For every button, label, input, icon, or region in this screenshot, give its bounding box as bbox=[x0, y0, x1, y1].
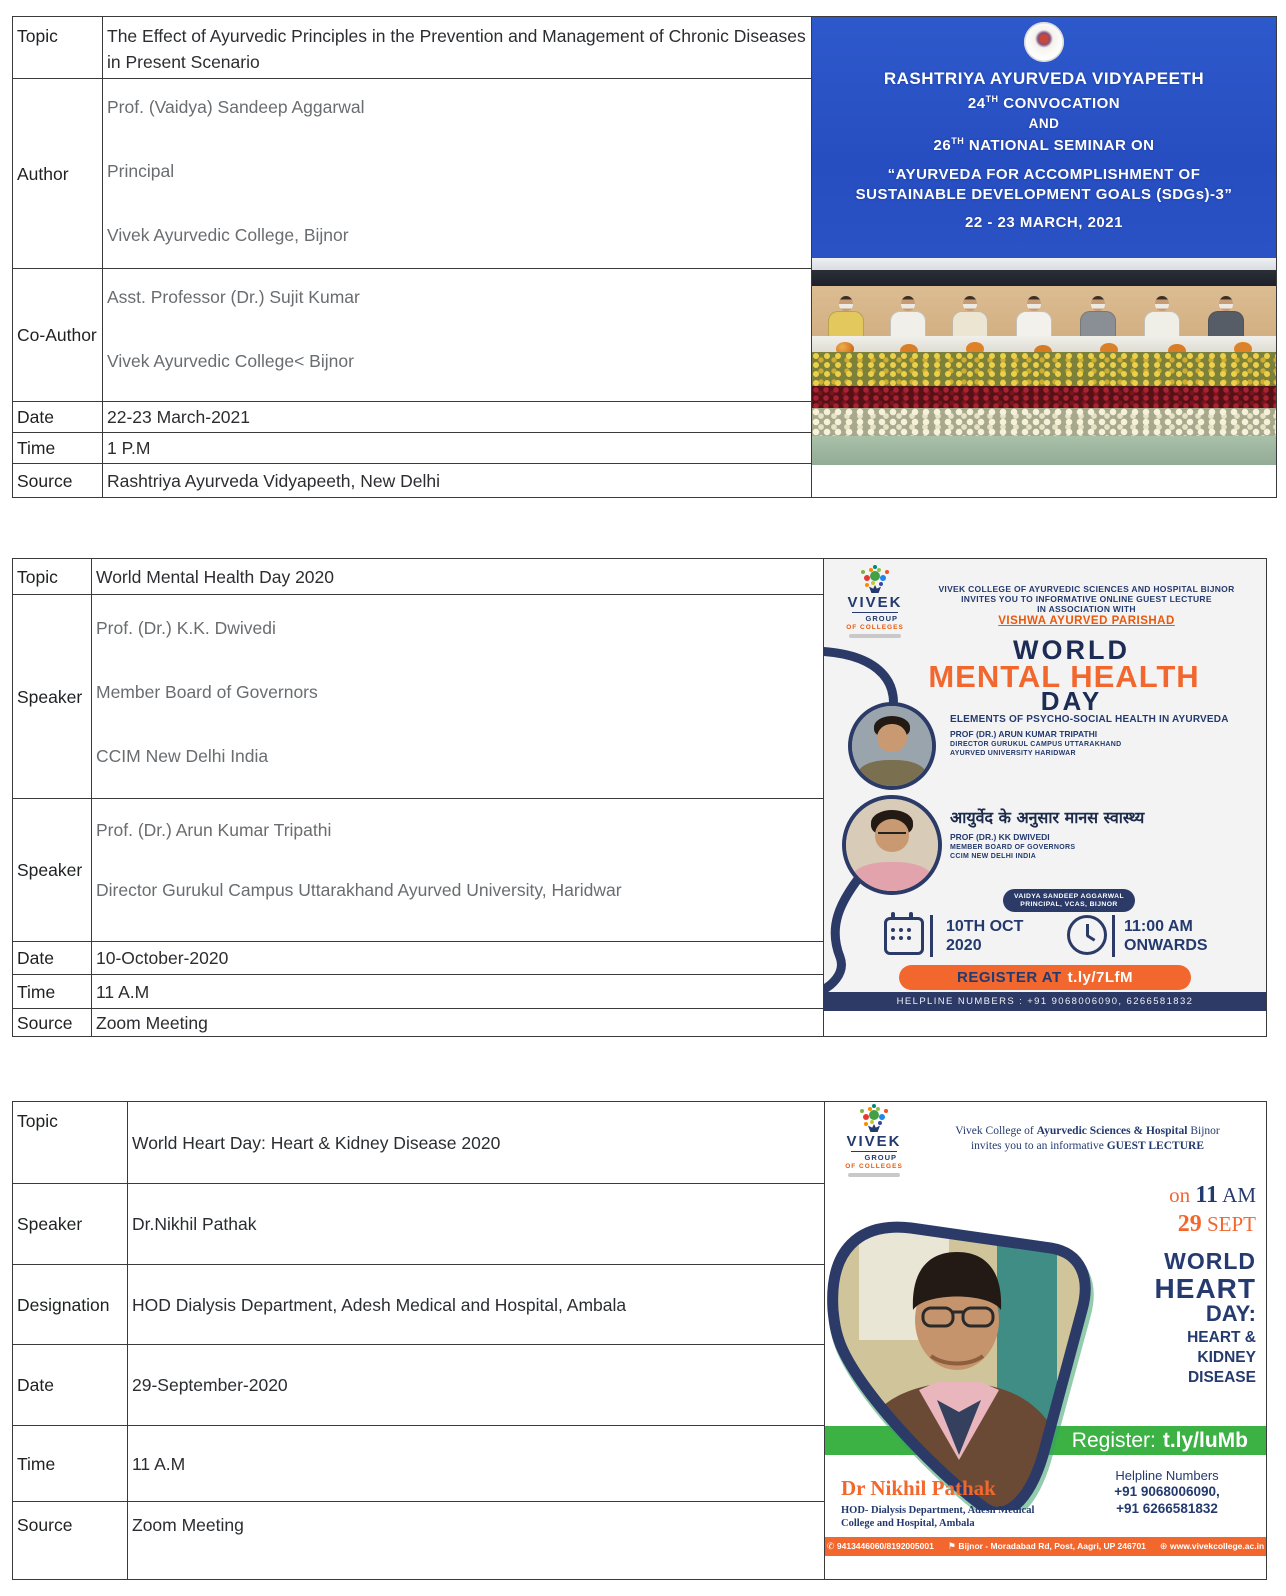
logo-name: VIVEK bbox=[846, 1133, 902, 1150]
t3-designation-value[interactable]: HOD Dialysis Department, Adesh Medical and Hospital, Ambala bbox=[127, 1264, 824, 1344]
poster-1-theme-line-1: “AYURVEDA FOR ACCOMPLISHMENT OF bbox=[887, 166, 1201, 183]
logo-figure-icon bbox=[868, 1124, 880, 1132]
poster-3-invite-text: Vivek College of Ayurvedic Sciences & Hospital Bijnor invites you to an informative GUEST LECTURE bbox=[955, 1125, 1220, 1152]
poster-heart-day bbox=[825, 1102, 1266, 1579]
event-table-1 bbox=[12, 16, 1277, 498]
logo-tree-icon bbox=[869, 1110, 879, 1120]
t1-topic-label[interactable]: Topic bbox=[17, 26, 58, 46]
speaker-photo-pathak bbox=[825, 1160, 1099, 1510]
logo-tree-icon bbox=[870, 571, 880, 581]
t3-time-label[interactable]: Time bbox=[13, 1425, 127, 1501]
logo-group: GROUP bbox=[851, 1151, 897, 1162]
poster-convocation bbox=[812, 17, 1276, 497]
t1-time-label[interactable]: Time bbox=[13, 432, 102, 463]
t2-date-value[interactable]: 10-October-2020 bbox=[91, 941, 823, 974]
t3-source-value[interactable]: Zoom Meeting bbox=[127, 1501, 824, 1579]
t2-source-label[interactable]: Source bbox=[13, 1008, 91, 1036]
t3-topic-value[interactable]: World Heart Day: Heart & Kidney Disease 2020 bbox=[127, 1102, 824, 1183]
poster-2-title-world: WORLD bbox=[1013, 635, 1130, 665]
t1-source-value[interactable]: Rashtriya Ayurveda Vidyapeeth, New Delhi bbox=[102, 463, 811, 497]
separator bbox=[930, 915, 933, 957]
poster-3-cell bbox=[824, 1102, 1266, 1579]
photo-dark-band bbox=[812, 270, 1276, 286]
t3-speaker-value[interactable]: Dr.Nikhil Pathak bbox=[127, 1183, 824, 1264]
t1-author-label[interactable]: Author bbox=[13, 78, 102, 268]
poster-2-invite-text: VIVEK COLLEGE OF AYURVEDIC SCIENCES AND HOSPITAL BIJNOR INVITES YOU TO INFORMATIVE ONLINE GUEST LECTURE IN ASSOCIATION WITH bbox=[938, 584, 1235, 614]
event-datetime: on 11 AM 29 SEPT bbox=[1169, 1182, 1256, 1237]
globe-icon: ⊕ bbox=[1159, 1541, 1170, 1551]
poster-1-cell bbox=[811, 17, 1276, 497]
photo-screen-band bbox=[812, 258, 1276, 270]
poster-1-and: AND bbox=[1028, 116, 1060, 131]
helpline-numbers: Helpline Numbers +91 9068006090, +91 6266581832 bbox=[1114, 1468, 1220, 1516]
t1-author-value[interactable]: Prof. (Vaidya) Sandeep Aggarwal Principal Vivek Ayurvedic College, Bijnor bbox=[102, 78, 811, 268]
speaker-photo-tripathi bbox=[848, 702, 936, 790]
t2-topic-value[interactable]: World Mental Health Day 2020 bbox=[91, 559, 823, 594]
t2-speaker2-value[interactable]: Prof. (Dr.) Arun Kumar Tripathi Director Gurukul Campus Uttarakhand Ayurved University, Haridwar bbox=[91, 798, 823, 941]
event-table-2 bbox=[12, 558, 1267, 1037]
vivek-group-logo bbox=[836, 571, 914, 638]
logo-name: VIVEK bbox=[847, 594, 903, 611]
t3-speaker-label[interactable]: Speaker bbox=[13, 1183, 127, 1264]
dais-photo bbox=[812, 258, 1276, 465]
poster-1-date: 22 - 23 MARCH, 2021 bbox=[965, 214, 1123, 231]
t1-date-value[interactable]: 22-23 March-2021 bbox=[102, 401, 811, 432]
t2-speaker1-label[interactable]: Speaker bbox=[13, 594, 91, 798]
poster-2-title-mental-health: MENTAL HEALTH bbox=[928, 659, 1200, 694]
logo-figure-icon bbox=[869, 585, 881, 593]
t3-time-value[interactable]: 11 A.M bbox=[127, 1425, 824, 1501]
t2-speaker2-label[interactable]: Speaker bbox=[13, 798, 91, 941]
talk-2-details: आयुर्वेद के अनुसार मानस स्वास्थ्य PROF (DR.) KK DWIVEDI MEMBER BOARD OF GOVERNORS CCIM NEW DELHI INDIA bbox=[950, 808, 1145, 860]
t3-date-label[interactable]: Date bbox=[13, 1344, 127, 1425]
logo-group: GROUP bbox=[852, 612, 898, 623]
rav-emblem-icon bbox=[1024, 22, 1064, 62]
flower-row-yellow bbox=[812, 352, 1276, 390]
phone-icon: ✆ bbox=[826, 1541, 837, 1551]
register-bar: Register: t.ly/luMb bbox=[825, 1426, 1266, 1455]
t1-coauthor-value[interactable]: Asst. Professor (Dr.) Sujit Kumar Vivek Ayurvedic College< Bijnor bbox=[102, 268, 811, 401]
talk-1-details: ELEMENTS OF PSYCHO-SOCIAL HEALTH IN AYURVEDA PROF (DR.) ARUN KUMAR TRIPATHI DIRECTOR GURUKUL CAMPUS UTTARAKHAND AYURVED UNIVERSITY HARIDWAR bbox=[950, 714, 1229, 757]
poster-2-association: VISHWA AYURVED PARISHAD bbox=[998, 615, 1175, 627]
t3-topic-label[interactable]: Topic bbox=[17, 1111, 58, 1131]
t2-source-value[interactable]: Zoom Meeting bbox=[91, 1008, 823, 1036]
speaker-name: Dr Nikhil Pathak bbox=[841, 1476, 996, 1500]
calendar-icon bbox=[884, 917, 924, 955]
t1-coauthor-label[interactable]: Co-Author bbox=[13, 268, 102, 401]
clock-icon bbox=[1067, 915, 1107, 955]
separator bbox=[1112, 915, 1115, 957]
helpline-bar: HELPLINE NUMBERS : +91 9068006090, 6266581832 bbox=[824, 992, 1266, 1011]
logo-colleges: OF COLLEGES bbox=[845, 1163, 903, 1170]
t2-date-label[interactable]: Date bbox=[13, 941, 91, 974]
t2-time-value[interactable]: 11 A.M bbox=[91, 974, 823, 1008]
t1-source-label[interactable]: Source bbox=[13, 463, 102, 497]
poster-3-title: WORLD HEART DAY: HEART & KIDNEY DISEASE bbox=[1154, 1248, 1256, 1387]
t3-designation-label[interactable]: Designation bbox=[13, 1264, 127, 1344]
poster-1-theme-line-2: SUSTAINABLE DEVELOPMENT GOALS (SDGs)-3” bbox=[855, 186, 1233, 203]
t3-source-label[interactable]: Source bbox=[13, 1501, 127, 1579]
event-time: 11:00 AM ONWARDS bbox=[1124, 918, 1208, 954]
t1-time-value[interactable]: 1 P.M bbox=[102, 432, 811, 463]
register-link: t.ly/luMb bbox=[1162, 1428, 1248, 1452]
poster-1-convocation-line: 24TH CONVOCATION bbox=[967, 94, 1121, 112]
speaker-details: Dr Nikhil Pathak HOD- Dialysis Department, Adesh Medical College and Hospital, Ambala bbox=[841, 1476, 1035, 1529]
t1-date-label[interactable]: Date bbox=[13, 401, 102, 432]
poster-1-banner bbox=[812, 17, 1276, 258]
event-table-3 bbox=[12, 1101, 1267, 1580]
location-icon: ⚑ bbox=[947, 1541, 959, 1551]
t2-speaker1-value[interactable]: Prof. (Dr.) K.K. Dwivedi Member Board of Governors CCIM New Delhi India bbox=[91, 594, 823, 798]
photo-floor-band bbox=[812, 436, 1276, 465]
poster-1-seminar-line: 26TH NATIONAL SEMINAR ON bbox=[933, 136, 1155, 154]
event-date: 10TH OCT 2020 bbox=[946, 918, 1024, 954]
poster-mental-health bbox=[824, 559, 1266, 1011]
poster-2-cell bbox=[823, 559, 1266, 1036]
logo-colleges: OF COLLEGES bbox=[846, 624, 904, 631]
t3-date-value[interactable]: 29-September-2020 bbox=[127, 1344, 824, 1425]
principal-badge: VAIDYA SANDEEP AGGARWAL PRINCIPAL, VCAS, BIJNOR bbox=[1003, 889, 1135, 912]
speaker-photo-dwivedi bbox=[842, 795, 942, 895]
poster-1-title: RASHTRIYA AYURVEDA VIDYAPEETH bbox=[883, 69, 1205, 88]
t2-topic-label[interactable]: Topic bbox=[17, 566, 58, 587]
t2-time-label[interactable]: Time bbox=[13, 974, 91, 1008]
poster-3-footer-bar: ✆ 9413446060/8192005001 ⚑ Bijnor - Moradabad Rd, Post, Aagri, UP 246701 ⊕ www.vivekcollege.ac.in bbox=[825, 1537, 1266, 1556]
poster-2-title-day: DAY bbox=[1040, 686, 1103, 716]
register-link: t.ly/7LfM bbox=[1067, 969, 1133, 986]
register-button: REGISTER AT t.ly/7LfM bbox=[899, 965, 1191, 990]
t1-topic-value[interactable]: The Effect of Ayurvedic Principles in the Prevention and Management of Chronic Diseases in Present Scenario bbox=[102, 17, 811, 78]
